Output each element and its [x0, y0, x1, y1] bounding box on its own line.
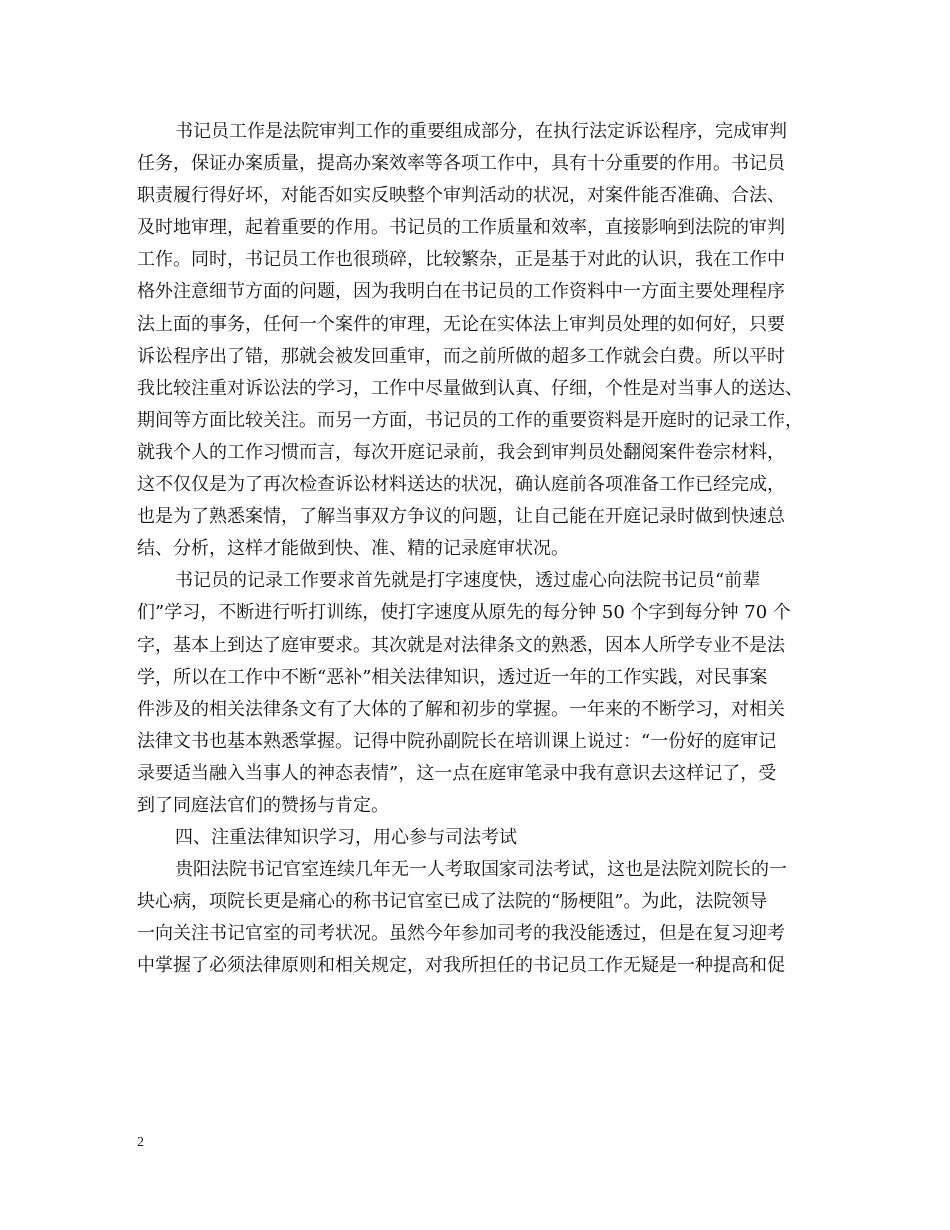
text-line: 学，所以在工作中不断“恶补”相关法律知识，透过近一年的工作实践，对民事案	[137, 666, 768, 688]
text-line: 任务，保证办案质量，提高办案效率等各项工作中，具有十分重要的作用。书记员	[137, 153, 785, 175]
text-line: 这不仅仅是为了再次检查诉讼材料送达的状况，确认庭前各项准备工作已经完成，	[137, 474, 785, 496]
section-heading: 四、注重法律知识学习，用心参与司法考试	[175, 827, 517, 849]
text-line: 书记员工作是法院审判工作的重要组成部分，在执行法定诉讼程序，完成审判	[175, 121, 787, 142]
page-number: 2	[137, 1135, 144, 1150]
text-line: 到了同庭法官们的赞扬与肯定。	[137, 794, 389, 816]
text-line: 一向关注书记官室的司考状况。虽然今年参加司考的我没能透过，但是在复习迎考	[137, 923, 785, 945]
text-line: 字，基本上到达了庭审要求。其次就是对法律条文的熟悉，因本人所学专业不是法	[137, 634, 785, 656]
text-line: 结、分析，这样才能做到快、准、精的记录庭审状况。	[137, 538, 569, 560]
text-line: 件涉及的相关法律条文有了大体的了解和初步的掌握。一年来的不断学习，对相关	[137, 698, 785, 720]
text-line: 录要适当融入当事人的神态表情”，这一点在庭审笔录中我有意识去这样记了，受	[137, 762, 777, 784]
text-line: 法上面的事务，任何一个案件的审理，无论在实体法上审判员处理的如何好，只要	[137, 313, 785, 335]
text-line: 职责履行得好坏，对能否如实反映整个审判活动的状况，对案件能否准确、合法、	[137, 185, 785, 207]
text-line: 也是为了熟悉案情，了解当事双方争议的问题，让自己能在开庭记录时做到快速总	[137, 506, 785, 528]
text-line: 诉讼程序出了错，那就会被发回重审，而之前所做的超多工作就会白费。所以平时	[137, 345, 785, 367]
text-line: 期间等方面比较关注。而另一方面，书记员的工作的重要资料是开庭时的记录工作，	[137, 409, 803, 431]
text-line: 中掌握了必须法律原则和相关规定，对我所担任的书记员工作无疑是一种提高和促	[137, 955, 785, 977]
text-line: 们”学习，不断进行听打训练，使打字速度从原先的每分钟 50 个字到每分钟 70 个	[137, 602, 791, 624]
text-line: 法律文书也基本熟悉掌握。记得中院孙副院长在培训课上说过：“一份好的庭审记	[137, 730, 777, 752]
text-line: 贵阳法院书记官室连续几年无一人考取国家司法考试，这也是法院刘院长的一	[175, 859, 787, 881]
text-line: 工作。同时，书记员工作也很琐碎，比较繁杂，正是基于对此的认识，我在工作中	[137, 249, 785, 271]
text-line: 及时地审理，起着重要的作用。书记员的工作质量和效率，直接影响到法院的审判	[137, 217, 785, 239]
text-line: 书记员的记录工作要求首先就是打字速度快，透过虚心向法院书记员“前辈	[175, 570, 761, 592]
text-line: 格外注意细节方面的问题，因为我明白在书记员的工作资料中一方面主要处理程序	[137, 281, 785, 303]
text-line: 我比较注重对诉讼法的学习，工作中尽量做到认真、仔细，个性是对当事人的送达、	[137, 377, 803, 399]
text-line: 块心病，项院长更是痛心的称书记官室已成了法院的“肠梗阻”。为此，法院领导	[137, 891, 768, 913]
document-body	[137, 116, 827, 983]
text-line: 就我个人的工作习惯而言，每次开庭记录前，我会到审判员处翻阅案件卷宗材料，	[137, 441, 785, 463]
